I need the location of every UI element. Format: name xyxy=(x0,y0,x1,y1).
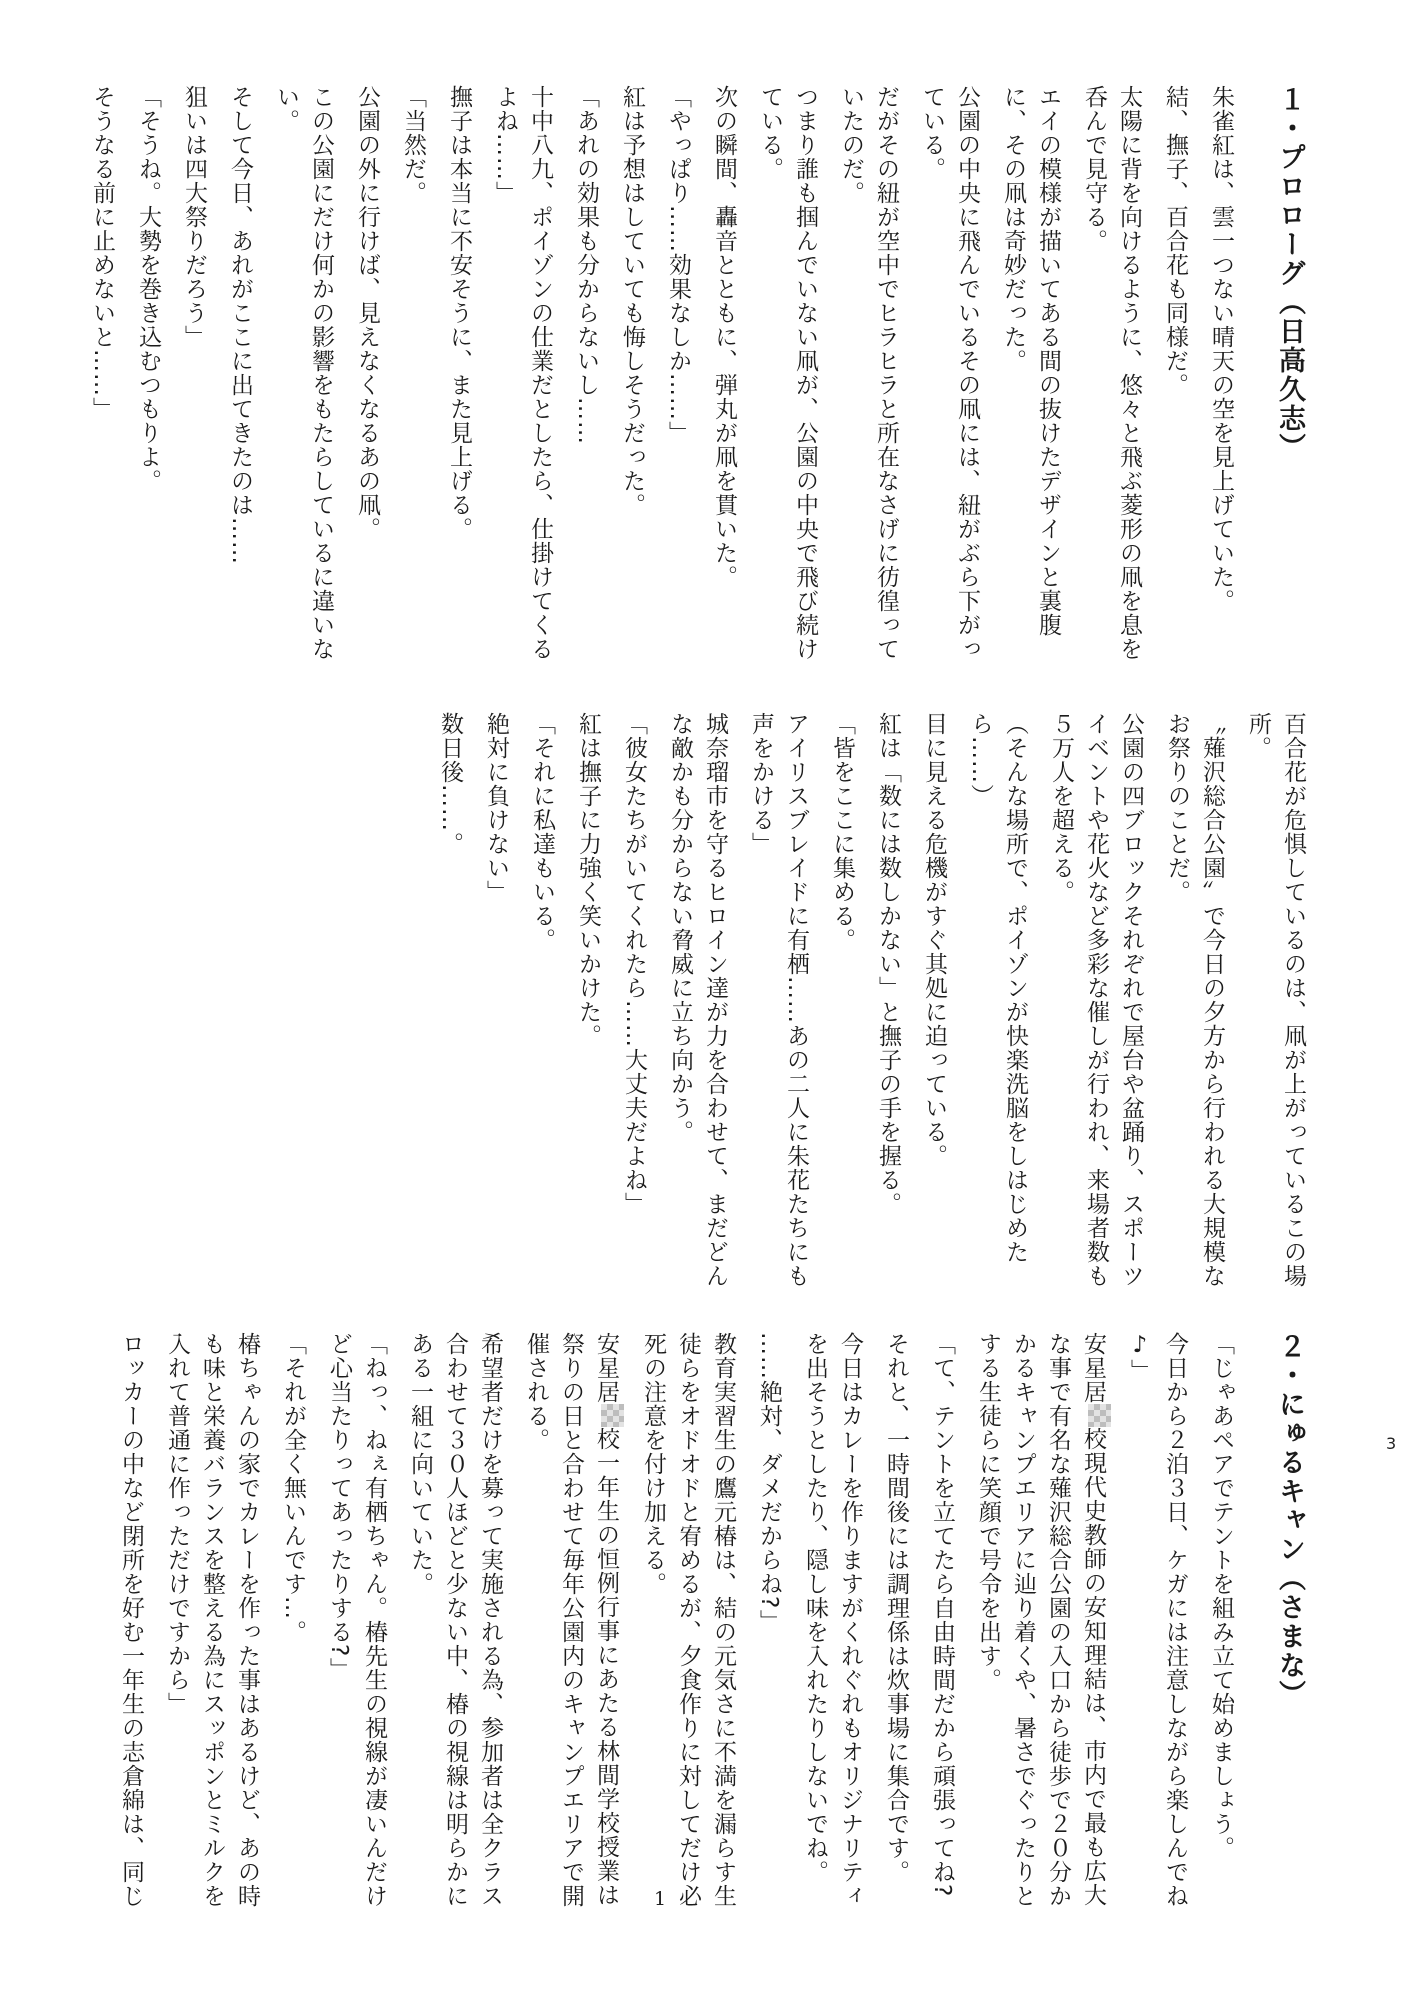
paragraph: 城奈瑠市を守るヒロイン達が力を合わせて、まだどんな敵かも分からない脅威に立ち向かう。 xyxy=(667,712,728,1288)
paragraph: この公園にだけ何かの影響をもたらしているに違いない。 xyxy=(273,85,334,661)
paragraph: 紅は撫子に力強く笑いかけた。 xyxy=(575,712,601,1048)
section1-band-1 xyxy=(58,85,1310,665)
paragraph: 紅は「数には数しかない」と撫子の手を握る。 xyxy=(875,712,901,1216)
paragraph: 百合花が危惧しているのは、凧が上がっているこの場所。 xyxy=(1245,712,1306,1288)
paragraph: 太陽に背を向けるように、悠々と飛ぶ菱形の凧を息を呑んで見守る。 xyxy=(1081,85,1142,661)
paragraph: ロッカーの中など閉所を好む一年生の志倉綿は、同じ xyxy=(118,1332,144,1908)
paragraph: 絶対に負けない」 xyxy=(483,712,509,904)
paragraph: そうなる前に止めないと……」 xyxy=(89,85,115,421)
paragraph: 十中八九、ポイゾンの仕業だとしたら、仕掛けてくるよね……」 xyxy=(492,85,553,661)
paragraph: 「彼女たちがいてくれたら……大丈夫だよね」 xyxy=(621,712,647,1216)
paragraph: アイリスブレイドに有栖……あの二人に朱花たちにも声をかける」 xyxy=(748,712,809,1288)
paragraph: 狙いは四大祭りだろう」 xyxy=(181,85,207,349)
paragraph-text: 校現代史教師の安知理結は、市内で最も広大な事で有名な薙沢総合公園の入口から徒歩で２０分かかるキャンプエリアに辿り着くや、暑さでぐったりとする生徒らに笑顔で号令を出す。 xyxy=(975,1332,1106,1908)
paragraph: エイの模様が描いてある間の抜けたデザインと裏腹に、その凧は奇妙だった。 xyxy=(1000,85,1061,637)
censor-mosaic-box xyxy=(601,1404,624,1427)
paragraph-text: 安星居 xyxy=(1080,1332,1106,1404)
footer-page-number: 1 xyxy=(654,1888,667,1910)
paragraph: 椿ちゃんの家でカレーを作った事はあるけど、あの時も味と栄養バランスを整える為にスッポンとミルクを入れて普通に作っただけですから」 xyxy=(164,1332,260,1908)
paragraph: 数日後……。 xyxy=(437,712,463,856)
paragraph: 「やっぱり……効果なしか……」 xyxy=(665,85,691,445)
paragraph: 「皆をここに集める。 xyxy=(829,712,855,952)
paragraph: 「て、テントを立てたら自由時間だから頑張ってね? xyxy=(929,1332,955,1898)
censor-mosaic-box xyxy=(1088,1404,1111,1427)
paragraph: 公園の四ブロックそれぞれで屋台や盆踊り、スポーツイベントや花火など多彩な催しが行われ、来場者数も５万人を超える。 xyxy=(1048,712,1144,1288)
paragraph: 朱雀紅は、雲一つない晴天の空を見上げていた。 xyxy=(1208,85,1234,613)
paragraph: つまり誰も掴んでいない凧が、公園の中央で飛び続けている。 xyxy=(757,85,818,661)
paragraph: 「そうね。大勢を巻き込むつもりよ。 xyxy=(135,85,161,493)
paragraph-text: 安星居 xyxy=(593,1332,619,1404)
paragraph: ……絶対、ダメだからね?」 xyxy=(756,1332,782,1634)
section1-title: １・プロローグ（日高久志） xyxy=(1274,85,1305,462)
paragraph: 「あれの効果も分からないし…… xyxy=(573,85,599,445)
paragraph: 公園の中央に飛んでいるその凧には、紐がぶら下がっている。 xyxy=(919,85,980,661)
paragraph: それと、一時間後には調理係は炊事場に集合です。 xyxy=(883,1332,909,1884)
section2-band xyxy=(58,1332,1310,1912)
section1-band-2 xyxy=(58,712,1310,1292)
paragraph: 次の瞬間、轟音とともに、弾丸が凧を貫いた。 xyxy=(711,85,737,589)
paragraph: そして今日、あれがここに出てきたのは…… xyxy=(227,85,253,565)
paragraph-text: 校一年生の恒例行事にあたる林間学校授業は祭りの日と合わせて毎年公園内のキャンプエリアで開催される。 xyxy=(523,1332,619,1908)
section2-title: ２・にゅるキャン（さまな） xyxy=(1274,1332,1305,1709)
edge-page-number: 3 xyxy=(1386,1434,1397,1453)
paragraph: 紅は予想はしていても悔しそうだった。 xyxy=(619,85,645,517)
paragraph: だがその紐が空中でヒラヒラと所在なさげに彷徨っていたのだ。 xyxy=(838,85,899,661)
paragraph: 教育実習生の鷹元椿は、結の元気さに不満を漏らす生徒らをオドオドと宥めるが、夕食作りに対してだけ必死の注意を付け加える。 xyxy=(640,1332,736,1908)
paragraph: 目に見える危機がすぐ其処に迫っている。 xyxy=(921,712,947,1168)
paragraph xyxy=(518,1332,624,1912)
paragraph: 希望者だけを募って実施される為、参加者は全クラス合わせて３０人ほどと少ない中、椿の視線は明らかにある一組に向いていた。 xyxy=(407,1332,503,1908)
paragraph: （そんな場所で、ポイゾンが快楽洗脳をしはじめたら……） xyxy=(967,712,1028,1264)
paragraph: 結、撫子、百合花も同様だ。 xyxy=(1162,85,1188,397)
paragraph: 今日はカレーを作りますがくれぐれもオリジナリティを出そうとしたり、隠し味を入れたりしないでね。 xyxy=(802,1332,863,1908)
paragraph: 今日から２泊３日、ケガには注意しながら楽しんでね♪」 xyxy=(1127,1332,1188,1908)
paragraph: 「当然だ。 xyxy=(400,85,426,205)
paragraph: 「それに私達もいる。 xyxy=(529,712,555,952)
paragraph: 「それが全く無いんです…。 xyxy=(280,1332,306,1644)
paragraph: 「じゃあペアでテントを組み立て始めましょう。 xyxy=(1208,1332,1234,1860)
paragraph: 〝薙沢総合公園〟で今日の夕方から行われる大規模なお祭りのことだ。 xyxy=(1164,712,1225,1288)
paragraph xyxy=(970,1332,1111,1912)
paragraph: 「ねっ、ねぇ有栖ちゃん。椿先生の視線が凄いんだけど心当たりってあったりする?」 xyxy=(326,1332,387,1908)
paragraph: 公園の外に行けば、見えなくなるあの凧。 xyxy=(354,85,380,541)
paragraph: 撫子は本当に不安そうに、また見上げる。 xyxy=(446,85,472,541)
